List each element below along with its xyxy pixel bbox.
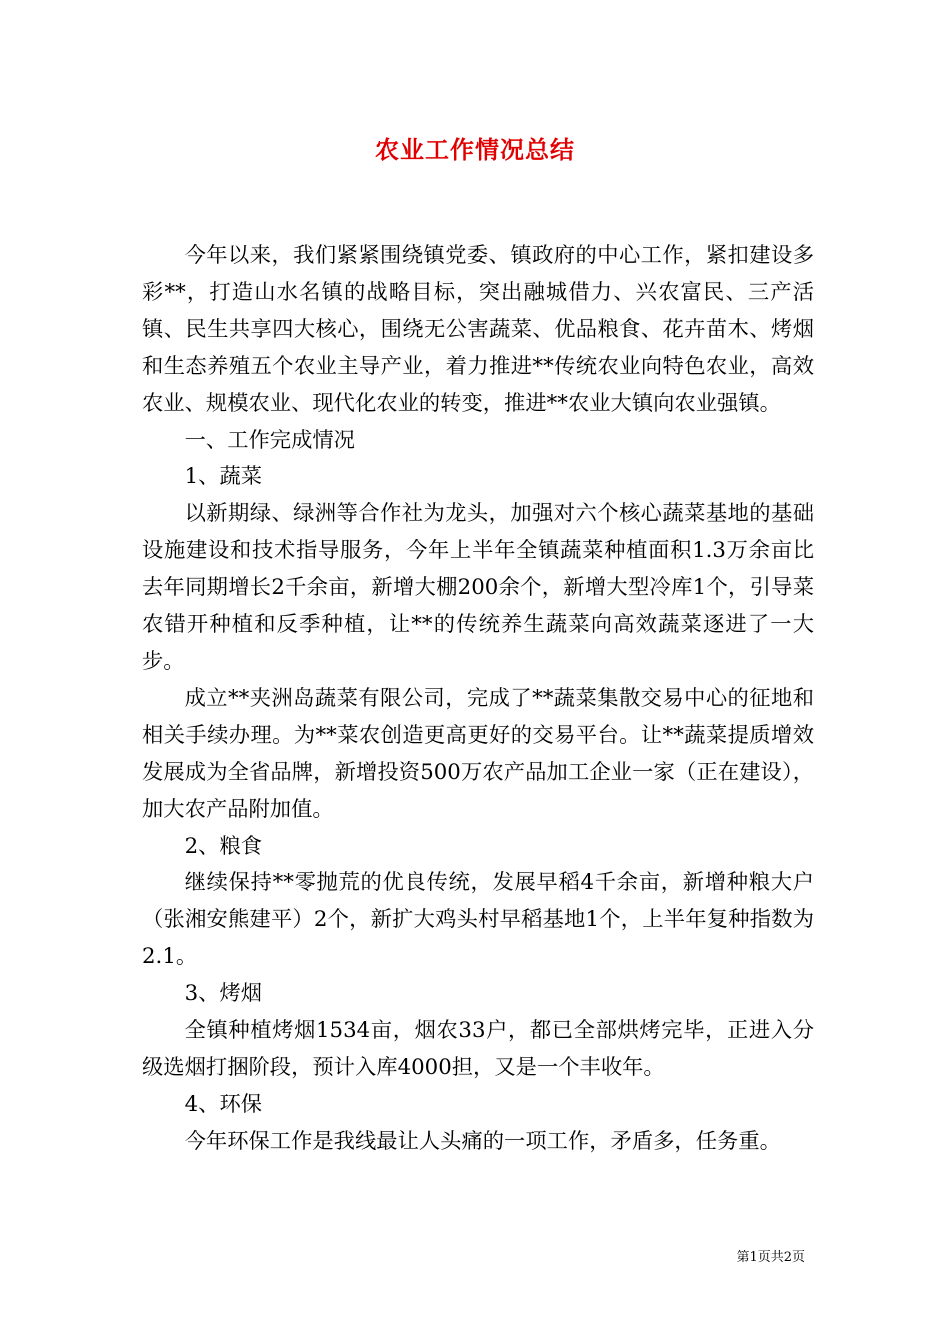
vegetables-paragraph-1: 以新期绿、绿洲等合作社为龙头，加强对六个核心蔬菜基地的基础设施建设和技术指导服务，今年上半年全镇蔬菜种植面积1.3万余亩比去年同期增长2千余亩，新增大棚200余个，新增大型冷库1个，引导菜农错开种植和反季种植，让**的传统养生蔬菜向高效蔬菜逐进了一大步。 xyxy=(142,501,814,674)
intro-paragraph: 今年以来，我们紧紧围绕镇党委、镇政府的中心工作，紧扣建设多彩**，打造山水名镇的战略目标，突出融城借力、兴农富民、三产活镇、民生共享四大核心，围绕无公害蔬菜、优品粮食、花卉苗木、烤烟和生态养殖五个农业主导产业，着力推进**传统农业向特色农业，高效农业、规模农业、现代化农业的转变，推进**农业大镇向农业强镇。 xyxy=(142,243,814,416)
grain-paragraph: 继续保持**零抛荒的优良传统，发展早稻4千余亩，新增种粮大户（张湘安熊建平）2个，新扩大鸡头村早稻基地1个，上半年复种指数为2.1。 xyxy=(142,870,814,970)
vegetables-paragraph-2: 成立**夹洲岛蔬菜有限公司，完成了**蔬菜集散交易中心的征地和相关手续办理。为**菜农创造更高更好的交易平台。让**蔬菜提质增效发展成为全省品牌，新增投资500万农产品加工企业一家（正在建设），加大农产品附加值。 xyxy=(142,685,814,822)
document-body xyxy=(142,238,814,1161)
subheading-environment: 4、环保 xyxy=(184,1091,263,1117)
section-heading-work-completion: 一、工作完成情况 xyxy=(184,427,355,453)
subheading-vegetables: 1、蔬菜 xyxy=(184,464,263,490)
subheading-grain: 2、粮食 xyxy=(184,833,263,859)
document-title: 农业工作情况总结 xyxy=(375,135,575,164)
subheading-tobacco: 3、烤烟 xyxy=(184,981,263,1007)
tobacco-paragraph: 全镇种植烤烟1534亩，烟农33户，都已全部烘烤完毕，正进入分级选烟打捆阶段，预计入库4000担，又是一个丰收年。 xyxy=(142,1018,814,1080)
page-number: 第1页共2页 xyxy=(736,1250,805,1265)
environment-paragraph: 今年环保工作是我线最让人头痛的一项工作，矛盾多，任务重。 xyxy=(184,1128,781,1154)
